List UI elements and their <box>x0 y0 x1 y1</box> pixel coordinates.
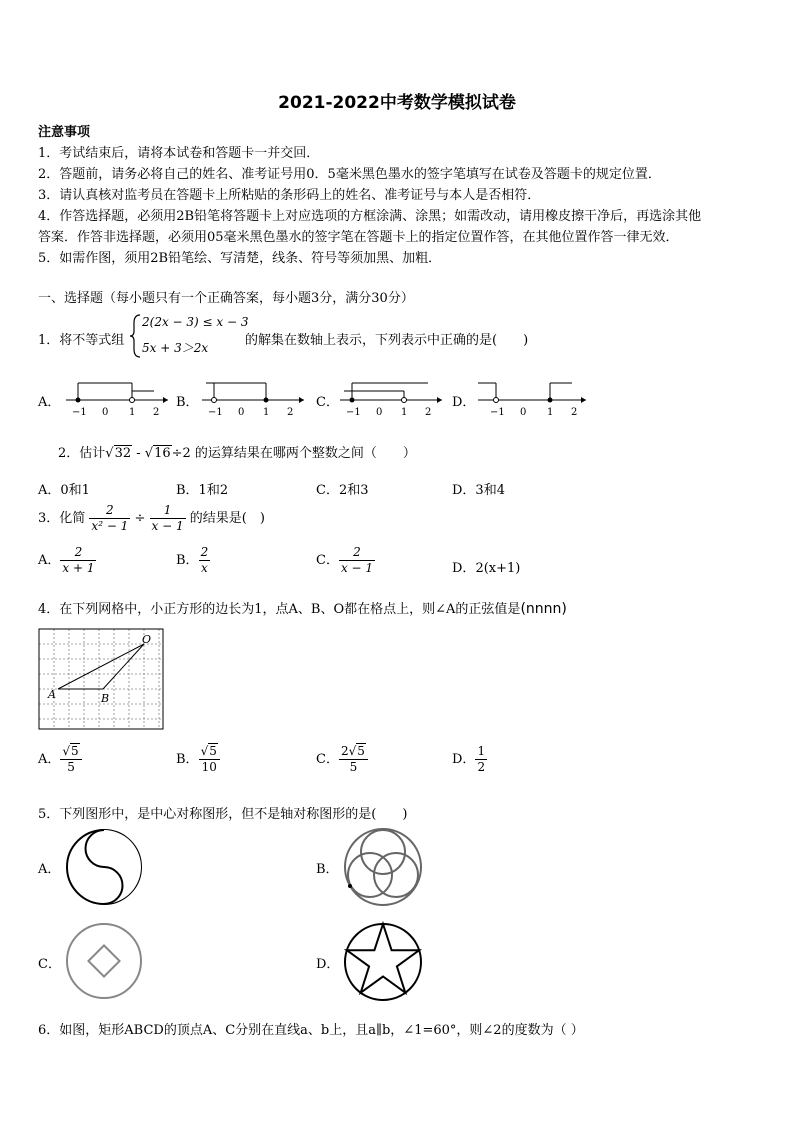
figure-c-coin <box>62 919 146 1003</box>
q2-tail: ÷2 的运算结果在哪两个整数之间（ ） <box>171 446 416 461</box>
tick-label: 1 <box>547 407 554 418</box>
q2-option-a: A．0和1 <box>38 483 90 498</box>
q4-option-b: B． $\frac{√5}{10}$ <box>176 744 220 775</box>
tick-label: 2 <box>287 407 294 418</box>
tick-label: 2 <box>153 407 160 418</box>
tick-label: 1 <box>263 407 270 418</box>
q1-number: 1．将不等式组 <box>38 333 125 348</box>
q2-option-c: C．2和3 <box>316 483 369 498</box>
q1-option-label: A． <box>38 395 61 410</box>
q1-inequality-2: 5x + 3＞2x <box>142 341 209 355</box>
notice-heading: 注意事项 <box>38 125 91 140</box>
q5-stem: 5．下列图形中，是中心对称图形，但不是轴对称图形的是( ) <box>38 807 408 822</box>
q3-fraction-1: $\frac{2}{\text{x² − 1}}$ <box>91 503 129 533</box>
q5-option-label: C． <box>38 957 61 972</box>
notice-item: 3．请认真核对监考员在答题卡上所粘贴的条形码上的姓名、准考证号与本人是否相符． <box>38 188 541 203</box>
tick-label: −1 <box>346 407 361 418</box>
q2-radicand-1: 32 <box>114 446 132 461</box>
divide-sign: ÷ <box>134 511 146 526</box>
q1-tail: 的解集在数轴上表示，下列表示中正确的是( ) <box>245 333 529 348</box>
q4-option-c: C． $\frac{2√5}{5}$ <box>316 744 368 775</box>
q2-stem: 2．估计√32 - √16÷2 的运算结果在哪两个整数之间（ ） <box>58 446 416 461</box>
q2-radicand-2: 16 <box>154 446 171 461</box>
q4-text: 4．在下列网格中，小正方形的边长为1，点A、B、O都在格点上，则∠A的正弦值是 <box>38 602 521 617</box>
q3-number: 3．化简 <box>38 511 86 526</box>
figure-a-taiji <box>62 826 146 908</box>
q1-option-label: B． <box>176 395 199 410</box>
q5-option-label: B． <box>316 862 339 877</box>
notice-item: 答案．作答非选择题，必须用05毫米黑色墨水的签字笔在答题卡上的指定位置作答，在其他位置作答一律无效． <box>38 230 679 245</box>
point-label-a: A <box>48 688 56 701</box>
q1-inequality-1: 2(2x − 3) ≤ x − 3 <box>142 315 249 329</box>
q3-option-d: D．2(x+1) <box>452 561 521 576</box>
number-line-c <box>336 378 446 418</box>
q3-stem <box>38 503 265 534</box>
tick-label: 0 <box>520 407 527 418</box>
notice-item: 1．考试结束后，请将本试卷和答题卡一并交回． <box>38 146 320 161</box>
tick-label: 2 <box>571 407 578 418</box>
q5-option-label: D． <box>316 957 340 972</box>
q6-stem: 6．如图，矩形ABCD的顶点A、C分别在直线a、b上，且a∥b，∠1=60°，则∠2的度数为（ ） <box>38 1023 584 1038</box>
section-heading: 一、选择题（每小题只有一个正确答案，每小题3分，满分30分） <box>38 291 414 306</box>
tick-label: 2 <box>425 407 432 418</box>
point-label-b: B <box>101 692 110 705</box>
q2-option-d: D．3和4 <box>452 483 505 498</box>
notice-item: 2．答题前，请务必将自己的姓名、准考证号用0．5毫米黑色墨水的签字笔填写在试卷及答题卡的规定位置． <box>38 167 661 182</box>
number-line-a <box>62 378 172 418</box>
q5-option-label: A． <box>38 862 61 877</box>
q4-stem <box>38 598 567 617</box>
brace-icon <box>128 313 142 359</box>
q2-option-b: B．1和2 <box>176 483 229 498</box>
q4-grid-figure <box>38 628 164 730</box>
tick-label: 0 <box>102 407 109 418</box>
q4-option-a: A． $\frac{√5}{5}$ <box>38 744 82 775</box>
tick-label: −1 <box>208 407 223 418</box>
number-line-d <box>474 378 590 418</box>
notice-item: 4．作答选择题，必须用2B铅笔将答题卡上对应选项的方框涂满、涂黑；如需改动，请用橡皮擦干净后，再选涂其他 <box>38 209 702 224</box>
q1-option-label: D． <box>452 395 476 410</box>
figure-b-three-circles <box>340 824 426 910</box>
q3-fraction-2: $\frac{1}{x - 1}$ <box>151 503 184 533</box>
notice-item: 5．如需作图，须用2B铅笔绘、写清楚，线条、符号等须加黑、加粗． <box>38 251 442 266</box>
tick-label: 1 <box>129 407 136 418</box>
tick-label: −1 <box>72 407 87 418</box>
tick-label: 0 <box>376 407 383 418</box>
page-title: 2021-2022中考数学模拟试卷 <box>278 93 516 113</box>
q4-option-d: D． $\frac{1}{2}$ <box>452 744 486 774</box>
q2-number: 2．估计 <box>58 446 106 461</box>
q3-option-b: B． $\frac{2}{x}$ <box>176 545 209 575</box>
tick-label: 0 <box>238 407 245 418</box>
q4-paren: (nnnn) <box>520 601 567 617</box>
q3-option-a: A． $\frac{2}{x + 1}$ <box>38 545 95 575</box>
q3-option-c: C． $\frac{2}{x - 1}$ <box>316 545 374 575</box>
tick-label: −1 <box>490 407 505 418</box>
q1-option-label: C． <box>316 395 339 410</box>
figure-d-star <box>340 919 426 1005</box>
point-label-o: O <box>142 633 152 646</box>
number-line-b <box>198 378 308 418</box>
tick-label: 1 <box>401 407 408 418</box>
q3-tail: 的结果是( ) <box>189 511 265 526</box>
